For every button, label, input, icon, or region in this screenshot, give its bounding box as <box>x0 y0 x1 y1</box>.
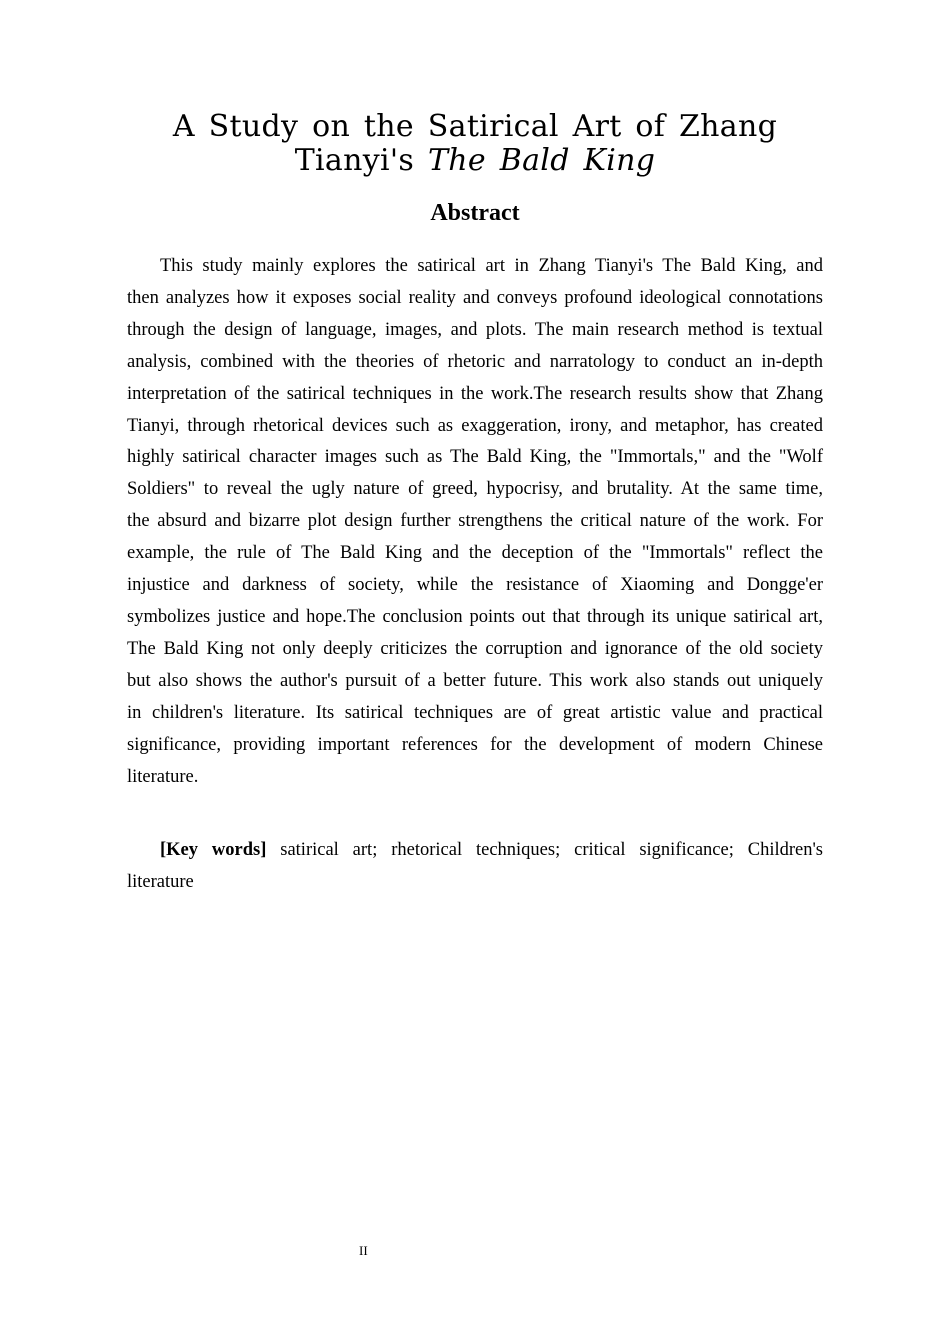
page-number: II <box>359 1243 368 1258</box>
paper-title <box>170 110 780 178</box>
abstract-paragraph: This study mainly explores the satirical art in Zhang Tianyi's The Bald King, and then analyzes how it exposes social reality and conveys profound ideological connotations through the design of language, images, and plots. The main research method is textual analysis, combined with the theories of rhetoric and narratology to conduct an in-depth interpretation of the satirical techniques in the work.The research results show that Zhang Tianyi, through rhetorical devices such as exaggeration, irony, and metaphor, has created highly satirical character images such as The Bald King, the "Immortals," and the "Wolf Soldiers" to reveal the ugly nature of greed, hypocrisy, and brutality. At the same time, the absurd and bizarre plot design further strengthens the critical nature of the work. For example, the rule of The Bald King and the deception of the "Immortals" reflect the injustice and darkness of society, while the resistance of Xiaoming and Dongge'er symbolizes justice and hope.The conclusion points out that through its unique satirical art, The Bald King not only deeply criticizes the corruption and ignorance of the old society but also shows the author's pursuit of a better future. This work also stands out uniquely in children's literature. Its satirical techniques are of great artistic value and practical significance, providing important references for the development of modern Chinese literature. <box>127 256 823 787</box>
keywords-paragraph <box>127 835 823 899</box>
title-line-1: A Study on the Satirical Art of Zhang <box>172 109 778 144</box>
title-line-2-prefix: Tianyi's <box>294 143 415 178</box>
keywords-text: satirical art; rhetorical techniques; critical significance; Children's literature <box>127 840 824 892</box>
keywords-label: [Key words] <box>160 840 267 860</box>
title-italic-work-name: The Bald King <box>427 143 656 178</box>
abstract-heading: Abstract <box>430 200 520 226</box>
